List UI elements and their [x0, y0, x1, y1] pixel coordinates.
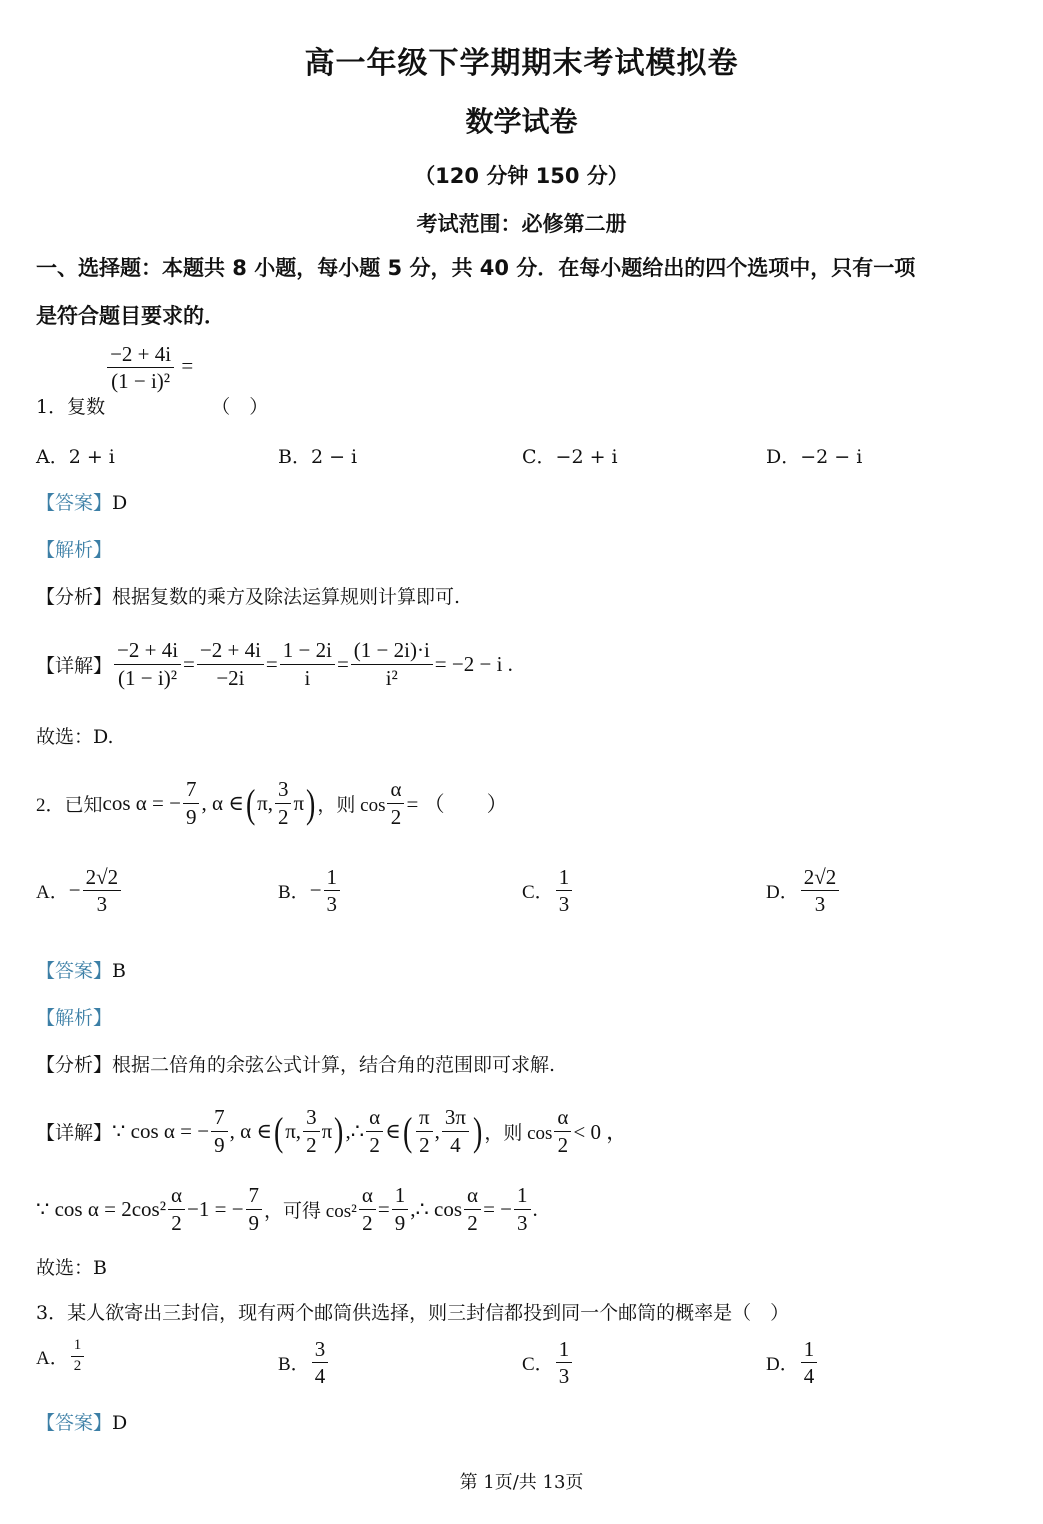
fenxi-label: 【分析】	[36, 1054, 113, 1076]
q2-d2-g: .	[532, 1196, 538, 1221]
q1-d1-num: −2 + 4i	[114, 639, 181, 664]
q2-d-a: ∵ cos α = −	[112, 1118, 210, 1143]
q2-frac-7-9	[183, 778, 200, 827]
q2-d2-f1-den: 2	[171, 1210, 182, 1235]
q3-b-den: 4	[314, 1364, 326, 1389]
q1-d1-den: (1 − i)²	[118, 665, 178, 690]
q1-d2-num: −2 + 4i	[197, 639, 264, 664]
q2-d2-d: =	[377, 1196, 390, 1221]
q3-option-b	[278, 1338, 330, 1387]
q3-option-d	[766, 1338, 819, 1387]
q2-d2-f2-num: 7	[246, 1184, 263, 1209]
q2-d2-f4-den: 2	[467, 1210, 478, 1235]
q2-a-num: 2√2	[83, 866, 122, 891]
q3-b-num: 3	[312, 1338, 329, 1363]
q2-f1-den: 9	[185, 804, 197, 829]
q2-c-label: C．	[522, 882, 554, 904]
q3-answer: D	[112, 1412, 128, 1434]
q2-tail: = （ ）	[406, 792, 508, 816]
q1-paren: （ ）	[211, 396, 269, 418]
q2-d-f3-den: 2	[369, 1132, 380, 1157]
jiexi-label: 【解析】	[36, 539, 113, 561]
q1-option-a: A．2 + i	[36, 446, 115, 468]
q1-choose: 故选：D.	[36, 726, 114, 748]
q2-d-f4-den: 2	[557, 1132, 569, 1157]
q3-d-num: 1	[801, 1338, 818, 1363]
q1-answer-row	[36, 488, 127, 515]
question-3: 3．某人欲寄出三封信，现有两个邮筒供选择，则三封信都投到同一个邮筒的概率是（ ）	[36, 1302, 790, 1324]
q3-option-a	[36, 1338, 86, 1375]
q2-d2-f4-num: α	[464, 1184, 481, 1209]
q2-d-pi2: π	[321, 1118, 333, 1143]
fenxi-label: 【分析】	[36, 586, 113, 608]
q1-detail-frac-4	[351, 639, 433, 688]
q2-d2-f: = −	[483, 1196, 512, 1221]
q2-d2-b: −1 = −	[187, 1196, 244, 1221]
q2-c-num: 1	[556, 866, 573, 891]
q2-d-pi: π,	[285, 1118, 302, 1143]
q2-d-f2-den: 2	[306, 1132, 317, 1157]
q2-b-label: B．	[278, 882, 310, 904]
q2-d-d: ∈	[385, 1118, 401, 1143]
q1-detail-frac-2	[197, 639, 264, 688]
q3-c-den: 3	[558, 1364, 570, 1389]
q3-a-num: 1	[71, 1338, 85, 1357]
q2-answer: B	[112, 960, 126, 982]
q2-d-f2-num: 3	[303, 1106, 320, 1131]
q2-pi2: π	[293, 790, 305, 815]
q2-c-den: 3	[558, 892, 570, 917]
q2-f3-den: 2	[390, 804, 402, 829]
q2-d-f3-num: α	[366, 1106, 383, 1131]
q1-equals: =	[181, 353, 194, 378]
q1-option-b: B．2 − i	[278, 446, 358, 468]
q1-numerator: −2 + 4i	[107, 343, 174, 368]
q2-d2-c: ，可得 cos²	[264, 1200, 357, 1222]
q2-prefix: 2．已知	[36, 794, 103, 816]
q3-c-label: C．	[522, 1354, 554, 1376]
q2-in: , α ∈	[201, 790, 244, 815]
q2-option-a	[36, 866, 123, 915]
q2-d-b: , α ∈	[229, 1118, 272, 1143]
q2-option-d	[766, 866, 841, 915]
q2-d2-f1-num: α	[168, 1184, 185, 1209]
q1-d4-den: i²	[385, 665, 398, 690]
xiangjie-label: 【详解】	[36, 655, 113, 677]
exam-subject: 数学试卷	[465, 105, 578, 138]
question-2: 2．已知 cos α = − $\frac{7}{9}$ , α ∈ ( π, $\frac{3}{2}$ π ) ，则 cos $\frac{\alpha}{2}$ = （ ）	[36, 777, 508, 829]
section-heading-line1: 一、选择题：本题共 8 小题，每小题 5 分，共 40 分．在每小题给出的四个选项中，只有一项	[36, 256, 916, 280]
q2-f3-num: α	[387, 778, 404, 803]
answer-label: 【答案】	[36, 492, 113, 514]
q1-detail: 【详解】 $\frac{-2 + 4i}{\text{(1 − i)²}}$ = $\frac{-2 + 4i}{-2i}$ = $\frac{1 - 2i}{i}$ = $\frac{(1 - 2i)\cdot i}{\text{i²}}$ = −2 − i .	[36, 638, 513, 690]
q2-d2-f3-den: 2	[362, 1210, 373, 1235]
q2-frac-alpha-2	[387, 778, 404, 827]
q1-fraction	[107, 343, 174, 392]
q2-f1-num: 7	[183, 778, 200, 803]
q1-d3-den: i	[304, 665, 311, 690]
q1-analysis	[36, 582, 460, 609]
q2-a-sign: −	[68, 878, 81, 903]
q3-c-num: 1	[556, 1338, 573, 1363]
q2-f2-den: 2	[277, 804, 289, 829]
q2-option-c	[522, 866, 574, 915]
q2-d2-f3-num: α	[359, 1184, 376, 1209]
q3-a-den: 2	[73, 1357, 82, 1374]
q2-f2-num: 3	[275, 778, 292, 803]
q3-a-label: A．	[36, 1347, 69, 1369]
q2-option-b	[278, 866, 342, 915]
q2-a-den: 3	[96, 892, 108, 917]
q2-d-f1-num: 7	[211, 1106, 228, 1131]
q1-answer: D	[112, 492, 128, 514]
q1-prefix: 1．复数	[36, 396, 106, 418]
q2-d-label: D．	[766, 882, 799, 904]
q1-denominator: (1 − i)²	[111, 369, 171, 394]
q2-analysis	[36, 1050, 555, 1077]
q1-fenxi-text: 根据复数的乘方及除法运算规则计算即可.	[112, 586, 461, 608]
q1-d4-num: (1 − 2i)·i	[351, 639, 433, 664]
q2-d2-f2-den: 9	[248, 1210, 260, 1235]
q2-fenxi-text: 根据二倍角的余弦公式计算，结合角的范围即可求解.	[112, 1054, 556, 1076]
exam-title: 高一年级下学期期末考试模拟卷	[304, 46, 739, 81]
q2-a-label: A．	[36, 882, 69, 904]
q2-cos: cos α = −	[102, 790, 181, 815]
q3-option-c	[522, 1338, 574, 1387]
page-number: 第 1页/共 13页	[459, 1472, 584, 1493]
q3-b-label: B．	[278, 1354, 310, 1376]
exam-time: （120 分钟 150 分）	[414, 164, 629, 188]
q2-detail-line2: ∵ cos α = 2cos² $\frac{\alpha}{2}$ −1 = − $\frac{7}{9}$ ，可得 cos² $\frac{\alpha}{2}$ = $\frac{1}{9}$ ,∴ cos $\frac{\alpha}{2}$ = − $\frac{1}{3}$ .	[36, 1183, 538, 1235]
q3-d-den: 4	[803, 1364, 815, 1389]
q2-d-f: < 0 ，	[573, 1120, 628, 1144]
q1-d2-den: −2i	[216, 665, 245, 690]
q2-frac-3-2	[275, 778, 292, 827]
q2-d-f4-num: α	[554, 1106, 571, 1131]
q1-detail-frac-3	[280, 639, 335, 688]
q2-answer-row	[36, 956, 126, 983]
q2-choose: 故选：B	[36, 1257, 107, 1279]
q2-d-c: ,∴	[345, 1118, 365, 1143]
xiangjie-label: 【详解】	[36, 1122, 113, 1144]
q2-d2-e: ,∴ cos	[410, 1196, 463, 1221]
q2-then: ，则 cos	[317, 794, 386, 816]
question-1	[36, 343, 268, 423]
exam-scope: 考试范围：必修第二册	[416, 212, 627, 236]
q2-detail-line1: 【详解】 ∵ cos α = − $\frac{7}{9}$ , α ∈ ( π, $\frac{3}{2}$ π ) ,∴ $\frac{\alpha}{2}$ ∈ ( $\frac{\pi}{2}$ , $\frac{3\pi}{4}$ ) ，则 cos $\frac{\alpha}{2}$ < 0 ，	[36, 1105, 628, 1157]
q3-d-label: D．	[766, 1354, 799, 1376]
jiexi-label: 【解析】	[36, 1007, 113, 1029]
q2-d-num: 2√2	[801, 866, 840, 891]
q1-detail-frac-1	[114, 639, 181, 688]
q1-d3-num: 1 − 2i	[280, 639, 335, 664]
q1-option-d: D．−2 − i	[766, 446, 863, 468]
q2-b-sign: −	[309, 878, 322, 903]
q2-d-den: 3	[814, 892, 826, 917]
answer-label: 【答案】	[36, 960, 113, 982]
q2-b-num: 1	[324, 866, 341, 891]
q2-d-e: ，则 cos	[484, 1122, 553, 1144]
q2-pi: π,	[257, 790, 273, 815]
q2-b-den: 3	[326, 892, 338, 917]
answer-label: 【答案】	[36, 1412, 113, 1434]
q1-option-c: C．−2 + i	[522, 446, 618, 468]
q3-answer-row	[36, 1408, 127, 1435]
q1-detail-result: = −2 − i .	[434, 651, 513, 676]
section-heading-line2: 是符合题目要求的．	[36, 304, 225, 328]
q2-d2-a: ∵ cos α = 2cos²	[36, 1196, 166, 1221]
q2-d-f1-den: 9	[214, 1132, 225, 1157]
